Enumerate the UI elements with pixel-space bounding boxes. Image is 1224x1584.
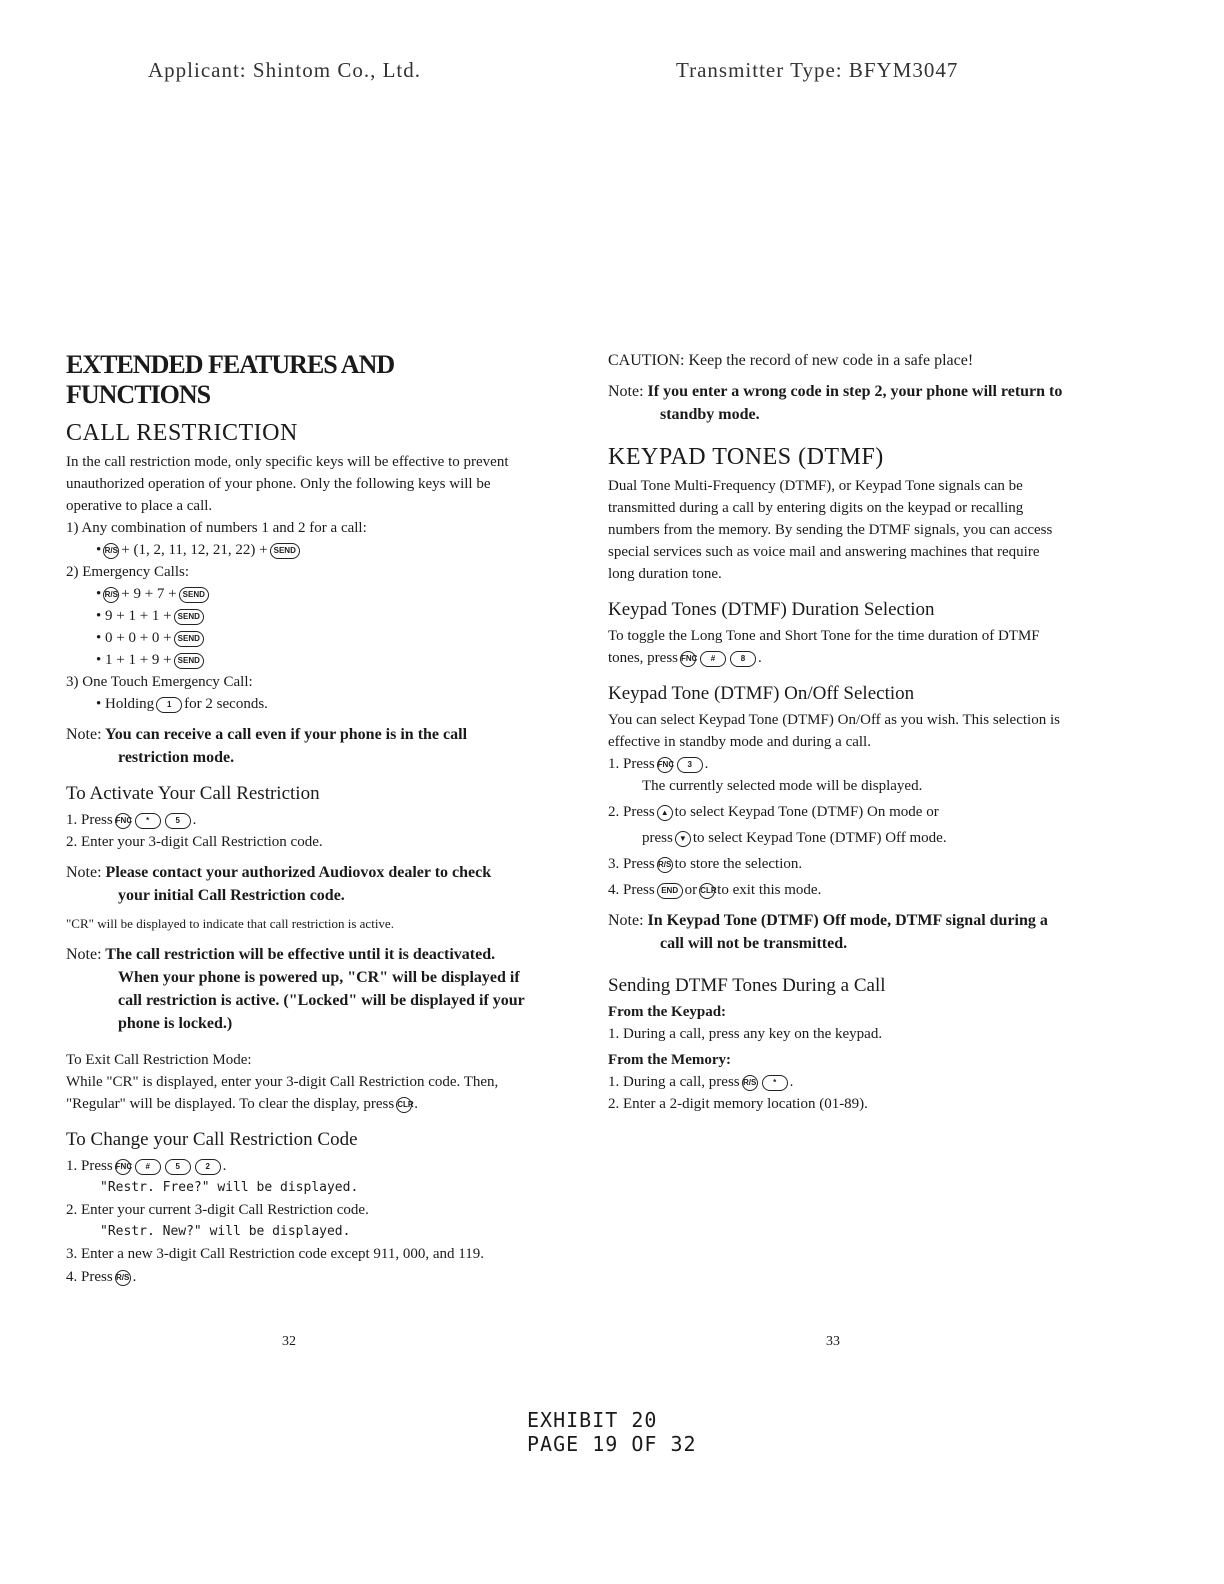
item-2d: • 1 + 1 + 9 + SEND [66, 649, 526, 671]
change-step-1: 1. Press FNC # 5 2 . [66, 1158, 227, 1174]
change-heading: To Change your Call Restriction Code [66, 1129, 358, 1150]
send-key-icon: SEND [179, 587, 209, 603]
duration-heading: Keypad Tones (DTMF) Duration Selection [608, 599, 935, 620]
item-2a: • R/S + 9 + 7 + SEND [66, 583, 526, 605]
onoff-heading: Keypad Tone (DTMF) On/Off Selection [608, 683, 915, 704]
item-1: 1) Any combination of numbers 1 and 2 for a call: [66, 520, 367, 536]
item-1a: • R/S + (1, 2, 11, 12, 21, 22) + SEND [66, 539, 526, 561]
item-2b: • 9 + 1 + 1 + SEND [66, 605, 526, 627]
duration-text: To toggle the Long Tone and Short Tone for the time duration of DTMF tones, press FNC # 8 . [608, 628, 1040, 666]
section-title: EXTENDED FEATURES AND FUNCTIONS [66, 350, 395, 409]
transmitter-header: Transmitter Type: BFYM3047 [676, 58, 959, 82]
memory-step-1: 1. During a call, press R/S * . [608, 1074, 794, 1090]
three-key-icon: 3 [677, 757, 703, 773]
exit-text: While "CR" is displayed, enter your 3-digit Call Restriction code. Then, "Regular" will be displayed. To clear the display, press CLR. [66, 1074, 499, 1112]
rs-key-icon: R/S [742, 1075, 758, 1091]
star-key-icon: * [135, 813, 161, 829]
fnc-key-icon: FNC [680, 651, 696, 667]
activate-heading: To Activate Your Call Restriction [66, 783, 320, 804]
cr-display-text: "CR" will be displayed to indicate that call restriction is active. [66, 916, 394, 931]
note-contact-dealer: Note: Please contact your authorized Audiovox dealer to check your initial Call Restriction code. [66, 864, 492, 904]
rs-key-icon: R/S [115, 1270, 131, 1286]
onoff-step-4: 4. Press END or CLRto exit this mode. [608, 882, 822, 898]
item-3: 3) One Touch Emergency Call: [66, 674, 253, 690]
sending-heading: Sending DTMF Tones During a Call [608, 975, 886, 996]
onoff-text: You can select Keypad Tone (DTMF) On/Off as you wish. This selection is effective in standby mode and during a call. [608, 712, 1060, 750]
activate-step-1: 1. Press FNC * 5 . [66, 812, 197, 828]
onoff-step-3: 3. Press R/S to store the selection. [608, 856, 803, 872]
rs-key-icon: R/S [103, 587, 119, 603]
five-key-icon: 5 [165, 813, 191, 829]
onoff-step-2: 2. Press ▲ to select Keypad Tone (DTMF) On mode or [608, 804, 939, 820]
hash-key-icon: # [700, 651, 726, 667]
change-step-1b: "Restr. Free?" will be displayed. [100, 1180, 359, 1195]
from-memory-label: From the Memory: [608, 1052, 732, 1068]
fnc-key-icon: FNC [657, 757, 673, 773]
dtmf-intro: Dual Tone Multi-Frequency (DTMF), or Keypad Tone signals can be transmitted during a call by entering digits on the keypad or recalling numbers from the memory. By sending the DTMF signals, you can access special services such as voice mail and answering machines that require long duration tone. [608, 478, 1053, 582]
dtmf-heading: KEYPAD TONES (DTMF) [608, 444, 884, 470]
eight-key-icon: 8 [730, 651, 756, 667]
exit-heading: To Exit Call Restriction Mode: [66, 1052, 252, 1068]
call-restriction-intro: In the call restriction mode, only specific keys will be effective to prevent unauthorized operation of your phone. Only the following keys will be operative to place a call. [66, 454, 509, 514]
rs-key-icon: R/S [103, 543, 119, 559]
end-key-icon: END [657, 883, 683, 899]
two-key-icon: 2 [195, 1159, 221, 1175]
caution-text: CAUTION: Keep the record of new code in a safe place! [608, 352, 974, 369]
note-wrong-code: Note: If you enter a wrong code in step 2, your phone will return to standby mode. [608, 383, 1063, 423]
memory-step-2: 2. Enter a 2-digit memory location (01-89). [608, 1096, 868, 1112]
send-key-icon: SEND [174, 653, 204, 669]
applicant-header: Applicant: Shintom Co., Ltd. [148, 58, 421, 82]
note-effective: Note: The call restriction will be effective until it is deactivated. When your phone is powered up, "CR" will be displayed if call restriction is active. ("Locked" will be displayed if your phone is locked.) [66, 946, 525, 1032]
right-column [608, 350, 1068, 1115]
down-arrow-icon: ▼ [675, 831, 691, 847]
onoff-step-2b: press ▼ to select Keypad Tone (DTMF) Off mode. [642, 830, 947, 846]
clr-key-icon: CLR [396, 1097, 412, 1113]
item-2c: • 0 + 0 + 0 + SEND [66, 627, 526, 649]
change-step-4: 4. Press R/S . [66, 1269, 137, 1285]
send-key-icon: SEND [174, 631, 204, 647]
exhibit-page: PAGE 19 OF 32 [527, 1432, 697, 1456]
left-column [66, 350, 526, 1288]
star-key-icon: * [762, 1075, 788, 1091]
item-3a: • Holding 1 for 2 seconds. [96, 696, 268, 712]
fnc-key-icon: FNC [115, 813, 131, 829]
onoff-step-1b: The currently selected mode will be displayed. [642, 778, 923, 794]
activate-step-2: 2. Enter your 3-digit Call Restriction code. [66, 834, 323, 850]
exhibit-stamp [527, 1408, 697, 1456]
five-key-icon: 5 [165, 1159, 191, 1175]
change-step-2: 2. Enter your current 3-digit Call Restriction code. [66, 1202, 369, 1218]
rs-key-icon: R/S [657, 857, 673, 873]
send-key-icon: SEND [270, 543, 300, 559]
onoff-step-1: 1. Press FNC 3 . [608, 756, 709, 772]
note-receive-call: Note: You can receive a call even if your phone is in the call restriction mode. [66, 726, 468, 766]
change-step-3: 3. Enter a new 3-digit Call Restriction code except 911, 000, and 119. [66, 1246, 484, 1262]
change-step-2b: "Restr. New?" will be displayed. [100, 1224, 351, 1239]
from-keypad-label: From the Keypad: [608, 1004, 727, 1020]
item-2: 2) Emergency Calls: [66, 564, 190, 580]
keypad-step-1: 1. During a call, press any key on the keypad. [608, 1026, 883, 1042]
hash-key-icon: # [135, 1159, 161, 1175]
clr-key-icon: CLR [699, 883, 715, 899]
right-page-number: 33 [826, 1334, 840, 1349]
left-page-number: 32 [282, 1334, 296, 1349]
one-key-icon: 1 [156, 697, 182, 713]
up-arrow-icon: ▲ [657, 805, 673, 821]
exhibit-label: EXHIBIT 20 [527, 1408, 658, 1432]
fnc-key-icon: FNC [115, 1159, 131, 1175]
send-key-icon: SEND [174, 609, 204, 625]
call-restriction-heading: CALL RESTRICTION [66, 420, 298, 446]
note-dtmf-off: Note: In Keypad Tone (DTMF) Off mode, DTMF signal during a call will not be transmitted. [608, 912, 1048, 952]
